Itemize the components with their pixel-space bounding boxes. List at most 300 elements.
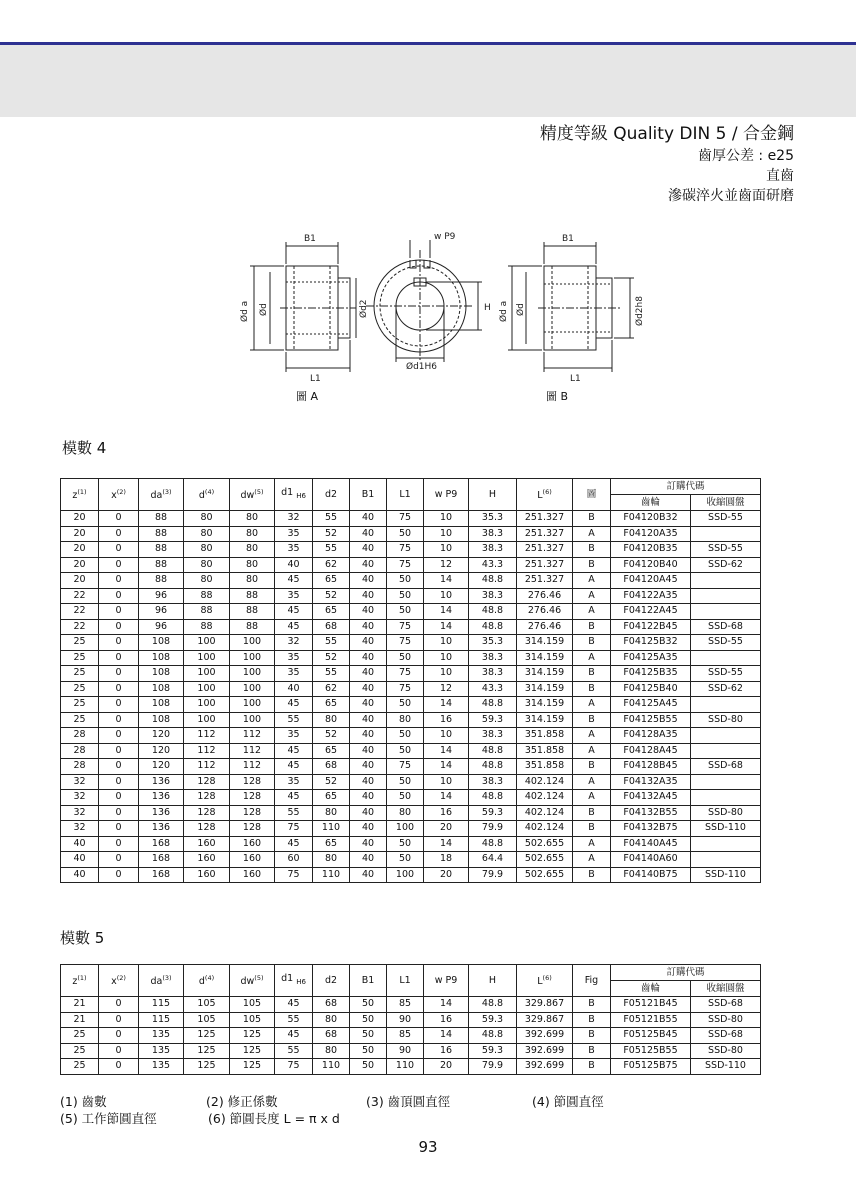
table-cell: B <box>573 1028 611 1044</box>
table-cell: 100 <box>184 666 230 682</box>
table-cell: 52 <box>313 650 350 666</box>
table-cell: 40 <box>350 681 387 697</box>
table-cell: 50 <box>350 997 387 1013</box>
table-cell: 10 <box>424 774 469 790</box>
table-row <box>61 790 761 806</box>
table-cell: B <box>573 557 611 573</box>
table-cell: 314.159 <box>517 697 573 713</box>
table-cell: 502.655 <box>517 852 573 868</box>
table-cell: F04120B40 <box>611 557 691 573</box>
table-cell: 25 <box>61 666 99 682</box>
table-cell: 135 <box>139 1028 184 1044</box>
table-row <box>61 821 761 837</box>
table-row <box>61 635 761 651</box>
table-cell: 45 <box>275 1028 313 1044</box>
table-cell: SSD-68 <box>691 1028 761 1044</box>
table-cell: 43.3 <box>469 557 517 573</box>
table-cell: SSD-55 <box>691 542 761 558</box>
table-cell: 100 <box>184 650 230 666</box>
table-cell: F04140A60 <box>611 852 691 868</box>
table-cell: 128 <box>230 774 275 790</box>
table-cell: 55 <box>313 666 350 682</box>
table-cell <box>691 526 761 542</box>
table-cell: 38.3 <box>469 542 517 558</box>
label-d2h8-b: Ød2h8 <box>635 296 645 326</box>
table-cell: 0 <box>99 1028 139 1044</box>
table-cell: 14 <box>424 836 469 852</box>
table-cell: F04132B75 <box>611 821 691 837</box>
table-cell: 90 <box>387 1043 424 1059</box>
table-cell: 10 <box>424 588 469 604</box>
table-cell: 502.655 <box>517 867 573 883</box>
table-cell: 40 <box>350 774 387 790</box>
table-cell: 50 <box>387 790 424 806</box>
table-cell: 50 <box>387 697 424 713</box>
table-cell: 40 <box>275 557 313 573</box>
table-cell: 108 <box>139 635 184 651</box>
table-cell: 28 <box>61 743 99 759</box>
table-cell: 68 <box>313 1028 350 1044</box>
table-cell: SSD-110 <box>691 1059 761 1075</box>
table-cell: 0 <box>99 743 139 759</box>
table-cell: 75 <box>387 759 424 775</box>
col-l: $L^{(6)}$ <box>517 479 573 511</box>
table-cell: F04140A45 <box>611 836 691 852</box>
table-cell: A <box>573 588 611 604</box>
table-cell <box>691 604 761 620</box>
table-row <box>61 526 761 542</box>
table-cell: 120 <box>139 728 184 744</box>
table-cell: 40 <box>61 836 99 852</box>
table-cell: 0 <box>99 526 139 542</box>
table-cell: 52 <box>313 728 350 744</box>
table-cell: 0 <box>99 836 139 852</box>
table-cell: 45 <box>275 759 313 775</box>
table-cell: 65 <box>313 573 350 589</box>
table-cell: B <box>573 619 611 635</box>
table-cell: 100 <box>184 712 230 728</box>
table-cell: 0 <box>99 573 139 589</box>
table-cell <box>691 790 761 806</box>
table-cell: 0 <box>99 588 139 604</box>
table-cell: 40 <box>350 852 387 868</box>
table-cell: 10 <box>424 511 469 527</box>
col-fig: Fig <box>573 965 611 997</box>
label-d-a: Ød <box>259 303 269 316</box>
table-cell: 0 <box>99 1043 139 1059</box>
table-cell: A <box>573 526 611 542</box>
table-cell: 16 <box>424 805 469 821</box>
table-cell: 96 <box>139 619 184 635</box>
table-cell: 112 <box>230 743 275 759</box>
table-cell: 55 <box>275 805 313 821</box>
table-cell: A <box>573 728 611 744</box>
table-cell: 48.8 <box>469 573 517 589</box>
table-cell: 136 <box>139 821 184 837</box>
table-cell: 65 <box>313 836 350 852</box>
table-cell: 40 <box>61 867 99 883</box>
table-cell: 112 <box>230 759 275 775</box>
table-cell: 0 <box>99 821 139 837</box>
table-cell <box>691 588 761 604</box>
table-cell: F04128B45 <box>611 759 691 775</box>
table-row <box>61 1028 761 1044</box>
table-cell: 0 <box>99 542 139 558</box>
table-cell: 112 <box>184 728 230 744</box>
table-cell: 38.3 <box>469 666 517 682</box>
label-b1-a: B1 <box>304 234 316 244</box>
table-cell: 40 <box>350 573 387 589</box>
table-cell: 251.327 <box>517 511 573 527</box>
header-row <box>61 479 761 495</box>
table-cell: 45 <box>275 573 313 589</box>
table-cell: B <box>573 712 611 728</box>
table-cell: F04125B35 <box>611 666 691 682</box>
table-cell: 100 <box>230 650 275 666</box>
table-cell: 0 <box>99 681 139 697</box>
table-cell: B <box>573 1012 611 1028</box>
table-cell: 48.8 <box>469 1028 517 1044</box>
table-cell: 40 <box>350 821 387 837</box>
table-cell: A <box>573 743 611 759</box>
table-cell: 21 <box>61 1012 99 1028</box>
table-cell: 0 <box>99 790 139 806</box>
table-cell: 38.3 <box>469 728 517 744</box>
table-row <box>61 1043 761 1059</box>
table-cell: 351.858 <box>517 743 573 759</box>
table-cell: 38.3 <box>469 650 517 666</box>
table-cell: 392.699 <box>517 1059 573 1075</box>
table-row <box>61 619 761 635</box>
table-cell: 55 <box>313 511 350 527</box>
header-band <box>0 45 856 117</box>
table-cell: 32 <box>61 790 99 806</box>
table-cell: 48.8 <box>469 697 517 713</box>
table-cell: 100 <box>387 867 424 883</box>
table-cell: 75 <box>387 557 424 573</box>
table-cell: 40 <box>350 836 387 852</box>
table-cell: B <box>573 1059 611 1075</box>
table-cell: 32 <box>275 635 313 651</box>
module4-table-body <box>61 511 761 883</box>
table-cell: 10 <box>424 650 469 666</box>
table-cell: 110 <box>313 821 350 837</box>
table-cell: 40 <box>350 588 387 604</box>
table-cell: 48.8 <box>469 836 517 852</box>
table-cell: F05125B55 <box>611 1043 691 1059</box>
table-row <box>61 588 761 604</box>
table-cell: 0 <box>99 666 139 682</box>
table-cell: 32 <box>61 821 99 837</box>
table-cell: 392.699 <box>517 1028 573 1044</box>
table-cell: 40 <box>350 712 387 728</box>
table-cell: A <box>573 836 611 852</box>
table-cell: 79.9 <box>469 821 517 837</box>
table-cell: F04120A45 <box>611 573 691 589</box>
table-cell: 125 <box>230 1043 275 1059</box>
table-cell: 402.124 <box>517 790 573 806</box>
table-cell: 105 <box>230 997 275 1013</box>
table-cell: B <box>573 821 611 837</box>
table-cell: 40 <box>350 542 387 558</box>
table-cell: 120 <box>139 743 184 759</box>
note-6: (6) 節圓長度 L = π x d <box>208 1111 340 1126</box>
table-cell: 25 <box>61 712 99 728</box>
table-cell: 59.3 <box>469 1043 517 1059</box>
col-d: $d^{(4)}$ <box>184 965 230 997</box>
table-cell: 0 <box>99 759 139 775</box>
table-cell: 128 <box>184 790 230 806</box>
table-cell: F04120B32 <box>611 511 691 527</box>
table-cell: 128 <box>184 774 230 790</box>
tolerance-text: 齒厚公差 : e25 <box>697 148 794 164</box>
label-l1-a: L1 <box>310 374 321 384</box>
table-cell: 128 <box>230 790 275 806</box>
table-cell: 100 <box>230 666 275 682</box>
table-cell: 314.159 <box>517 666 573 682</box>
table-cell: 14 <box>424 743 469 759</box>
table-cell: 59.3 <box>469 805 517 821</box>
table-cell: 100 <box>184 697 230 713</box>
page-number: 93 <box>418 1138 438 1156</box>
col-da: $da^{(3)}$ <box>139 965 184 997</box>
table-cell: 402.124 <box>517 774 573 790</box>
table-cell: 88 <box>230 604 275 620</box>
table-cell: 314.159 <box>517 681 573 697</box>
table-cell: 50 <box>387 836 424 852</box>
table-cell: F04132B55 <box>611 805 691 821</box>
table-cell: 75 <box>275 867 313 883</box>
table-cell: 62 <box>313 681 350 697</box>
table-cell: 75 <box>275 1059 313 1075</box>
table-cell: 59.3 <box>469 712 517 728</box>
table-cell: 40 <box>350 867 387 883</box>
table-cell: 10 <box>424 542 469 558</box>
table-cell: 32 <box>61 774 99 790</box>
note-4: (4) 節圓直徑 <box>532 1094 604 1109</box>
table-cell: 0 <box>99 697 139 713</box>
table-cell: 25 <box>61 681 99 697</box>
table-cell: 160 <box>184 836 230 852</box>
label-da-b: Ød a <box>499 300 509 322</box>
table-cell: 65 <box>313 743 350 759</box>
table-cell: 80 <box>313 1012 350 1028</box>
table-cell: SSD-110 <box>691 867 761 883</box>
table-cell: 38.3 <box>469 774 517 790</box>
table-cell: 16 <box>424 1012 469 1028</box>
table-cell: 20 <box>61 511 99 527</box>
table-cell: 160 <box>230 836 275 852</box>
table-cell: 0 <box>99 557 139 573</box>
module5-title: 模數 5 <box>60 929 105 947</box>
table-cell: 75 <box>387 681 424 697</box>
table-cell: 88 <box>139 526 184 542</box>
table-cell: 55 <box>313 635 350 651</box>
table-cell: F05125B45 <box>611 1028 691 1044</box>
col-h: H <box>469 965 517 997</box>
table-cell: 251.327 <box>517 573 573 589</box>
table-cell: SSD-62 <box>691 557 761 573</box>
table-cell <box>691 697 761 713</box>
table-cell: 62 <box>313 557 350 573</box>
table-cell: 50 <box>350 1043 387 1059</box>
table-row <box>61 867 761 883</box>
table-cell: 52 <box>313 526 350 542</box>
table-cell: 276.46 <box>517 619 573 635</box>
table-cell: 20 <box>424 821 469 837</box>
table-cell: 14 <box>424 697 469 713</box>
table-cell: 43.3 <box>469 681 517 697</box>
table-cell: 100 <box>184 635 230 651</box>
table-row <box>61 542 761 558</box>
table-cell: SSD-55 <box>691 511 761 527</box>
table-cell: 40 <box>350 511 387 527</box>
module4-table-header <box>61 479 761 511</box>
table-cell: 329.867 <box>517 1012 573 1028</box>
table-cell: 14 <box>424 619 469 635</box>
table-cell: 45 <box>275 619 313 635</box>
table-cell: 80 <box>230 542 275 558</box>
table-cell: 25 <box>61 1059 99 1075</box>
table-cell: 276.46 <box>517 604 573 620</box>
table-cell: 68 <box>313 997 350 1013</box>
table-row <box>61 666 761 682</box>
table-cell: 16 <box>424 1043 469 1059</box>
header-row <box>61 965 761 981</box>
table-cell: 96 <box>139 588 184 604</box>
table-cell: F04122A45 <box>611 604 691 620</box>
figure-a-caption: 圖 A <box>296 390 319 403</box>
table-cell: 35 <box>275 728 313 744</box>
table-cell: 40 <box>350 759 387 775</box>
label-l1-b: L1 <box>570 374 581 384</box>
table-cell: F04125B40 <box>611 681 691 697</box>
table-cell: F04132A45 <box>611 790 691 806</box>
table-cell: 402.124 <box>517 805 573 821</box>
table-cell: 18 <box>424 852 469 868</box>
table-cell: SSD-80 <box>691 712 761 728</box>
table-cell: 0 <box>99 650 139 666</box>
table-cell: A <box>573 790 611 806</box>
table-cell: 136 <box>139 805 184 821</box>
table-cell: 14 <box>424 759 469 775</box>
table-cell: B <box>573 867 611 883</box>
col-z: $z^{(1)}$ <box>61 965 99 997</box>
table-cell: 0 <box>99 619 139 635</box>
table-cell: A <box>573 852 611 868</box>
table-row <box>61 1012 761 1028</box>
table-cell: F04125A45 <box>611 697 691 713</box>
table-cell: 168 <box>139 852 184 868</box>
figure-b-drawing <box>508 242 634 372</box>
table-cell: 136 <box>139 790 184 806</box>
module4-title: 模數 4 <box>62 439 107 457</box>
table-cell: F04128A45 <box>611 743 691 759</box>
title-block <box>540 122 794 206</box>
table-cell: 52 <box>313 774 350 790</box>
table-cell: 40 <box>350 697 387 713</box>
table-cell: 329.867 <box>517 997 573 1013</box>
table-cell: 110 <box>313 867 350 883</box>
table-cell: SSD-80 <box>691 1043 761 1059</box>
table-cell: 52 <box>313 588 350 604</box>
table-cell: 0 <box>99 1012 139 1028</box>
table-cell: 25 <box>61 635 99 651</box>
table-cell: 20 <box>424 867 469 883</box>
table-cell: 25 <box>61 697 99 713</box>
table-cell: 314.159 <box>517 635 573 651</box>
note-2: (2) 修正係數 <box>206 1094 278 1109</box>
label-wp9: w P9 <box>434 232 456 242</box>
note-1: (1) 齒數 <box>60 1094 107 1109</box>
table-cell: 112 <box>230 728 275 744</box>
table-cell: 50 <box>350 1012 387 1028</box>
table-row <box>61 712 761 728</box>
table-cell: 50 <box>350 1028 387 1044</box>
table-cell: B <box>573 1043 611 1059</box>
table-cell: 14 <box>424 1028 469 1044</box>
table-cell: F04120B35 <box>611 542 691 558</box>
table-cell: 108 <box>139 650 184 666</box>
table-cell: 10 <box>424 526 469 542</box>
table-cell: 40 <box>350 650 387 666</box>
table-cell: 40 <box>350 635 387 651</box>
table-cell: 55 <box>275 1043 313 1059</box>
table-cell: 160 <box>184 852 230 868</box>
table-cell: SSD-68 <box>691 759 761 775</box>
table-cell: 50 <box>387 588 424 604</box>
table-cell: 75 <box>387 511 424 527</box>
module4-table <box>60 478 761 883</box>
col-d1: d1 $_{H6}$ <box>275 479 313 511</box>
table-cell: 35 <box>275 588 313 604</box>
table-cell: 88 <box>139 557 184 573</box>
table-cell: 65 <box>313 790 350 806</box>
table-cell: 0 <box>99 852 139 868</box>
table-cell: 50 <box>387 774 424 790</box>
table-cell <box>691 852 761 868</box>
col-x: $x^{(2)}$ <box>99 479 139 511</box>
table-cell: SSD-55 <box>691 666 761 682</box>
table-cell <box>691 573 761 589</box>
table-cell: 80 <box>184 573 230 589</box>
table-cell: 314.159 <box>517 650 573 666</box>
table-cell: B <box>573 759 611 775</box>
table-cell: 80 <box>313 712 350 728</box>
table-cell: 21 <box>61 997 99 1013</box>
table-cell: 45 <box>275 997 313 1013</box>
table-cell: 0 <box>99 635 139 651</box>
table-cell: 80 <box>387 712 424 728</box>
table-row <box>61 681 761 697</box>
table-cell: 12 <box>424 681 469 697</box>
table-cell: 50 <box>387 852 424 868</box>
table-cell: 20 <box>61 526 99 542</box>
table-cell: 40 <box>61 852 99 868</box>
figure-b-caption: 圖 B <box>546 390 569 403</box>
table-cell: 40 <box>350 604 387 620</box>
table-cell: 125 <box>184 1059 230 1075</box>
table-cell: 10 <box>424 666 469 682</box>
table-cell: 75 <box>275 821 313 837</box>
table-cell: 125 <box>184 1043 230 1059</box>
table-cell: 28 <box>61 728 99 744</box>
table-cell: 108 <box>139 681 184 697</box>
table-row <box>61 743 761 759</box>
table-cell: SSD-80 <box>691 805 761 821</box>
table-cell: 0 <box>99 511 139 527</box>
table-cell: 80 <box>184 526 230 542</box>
